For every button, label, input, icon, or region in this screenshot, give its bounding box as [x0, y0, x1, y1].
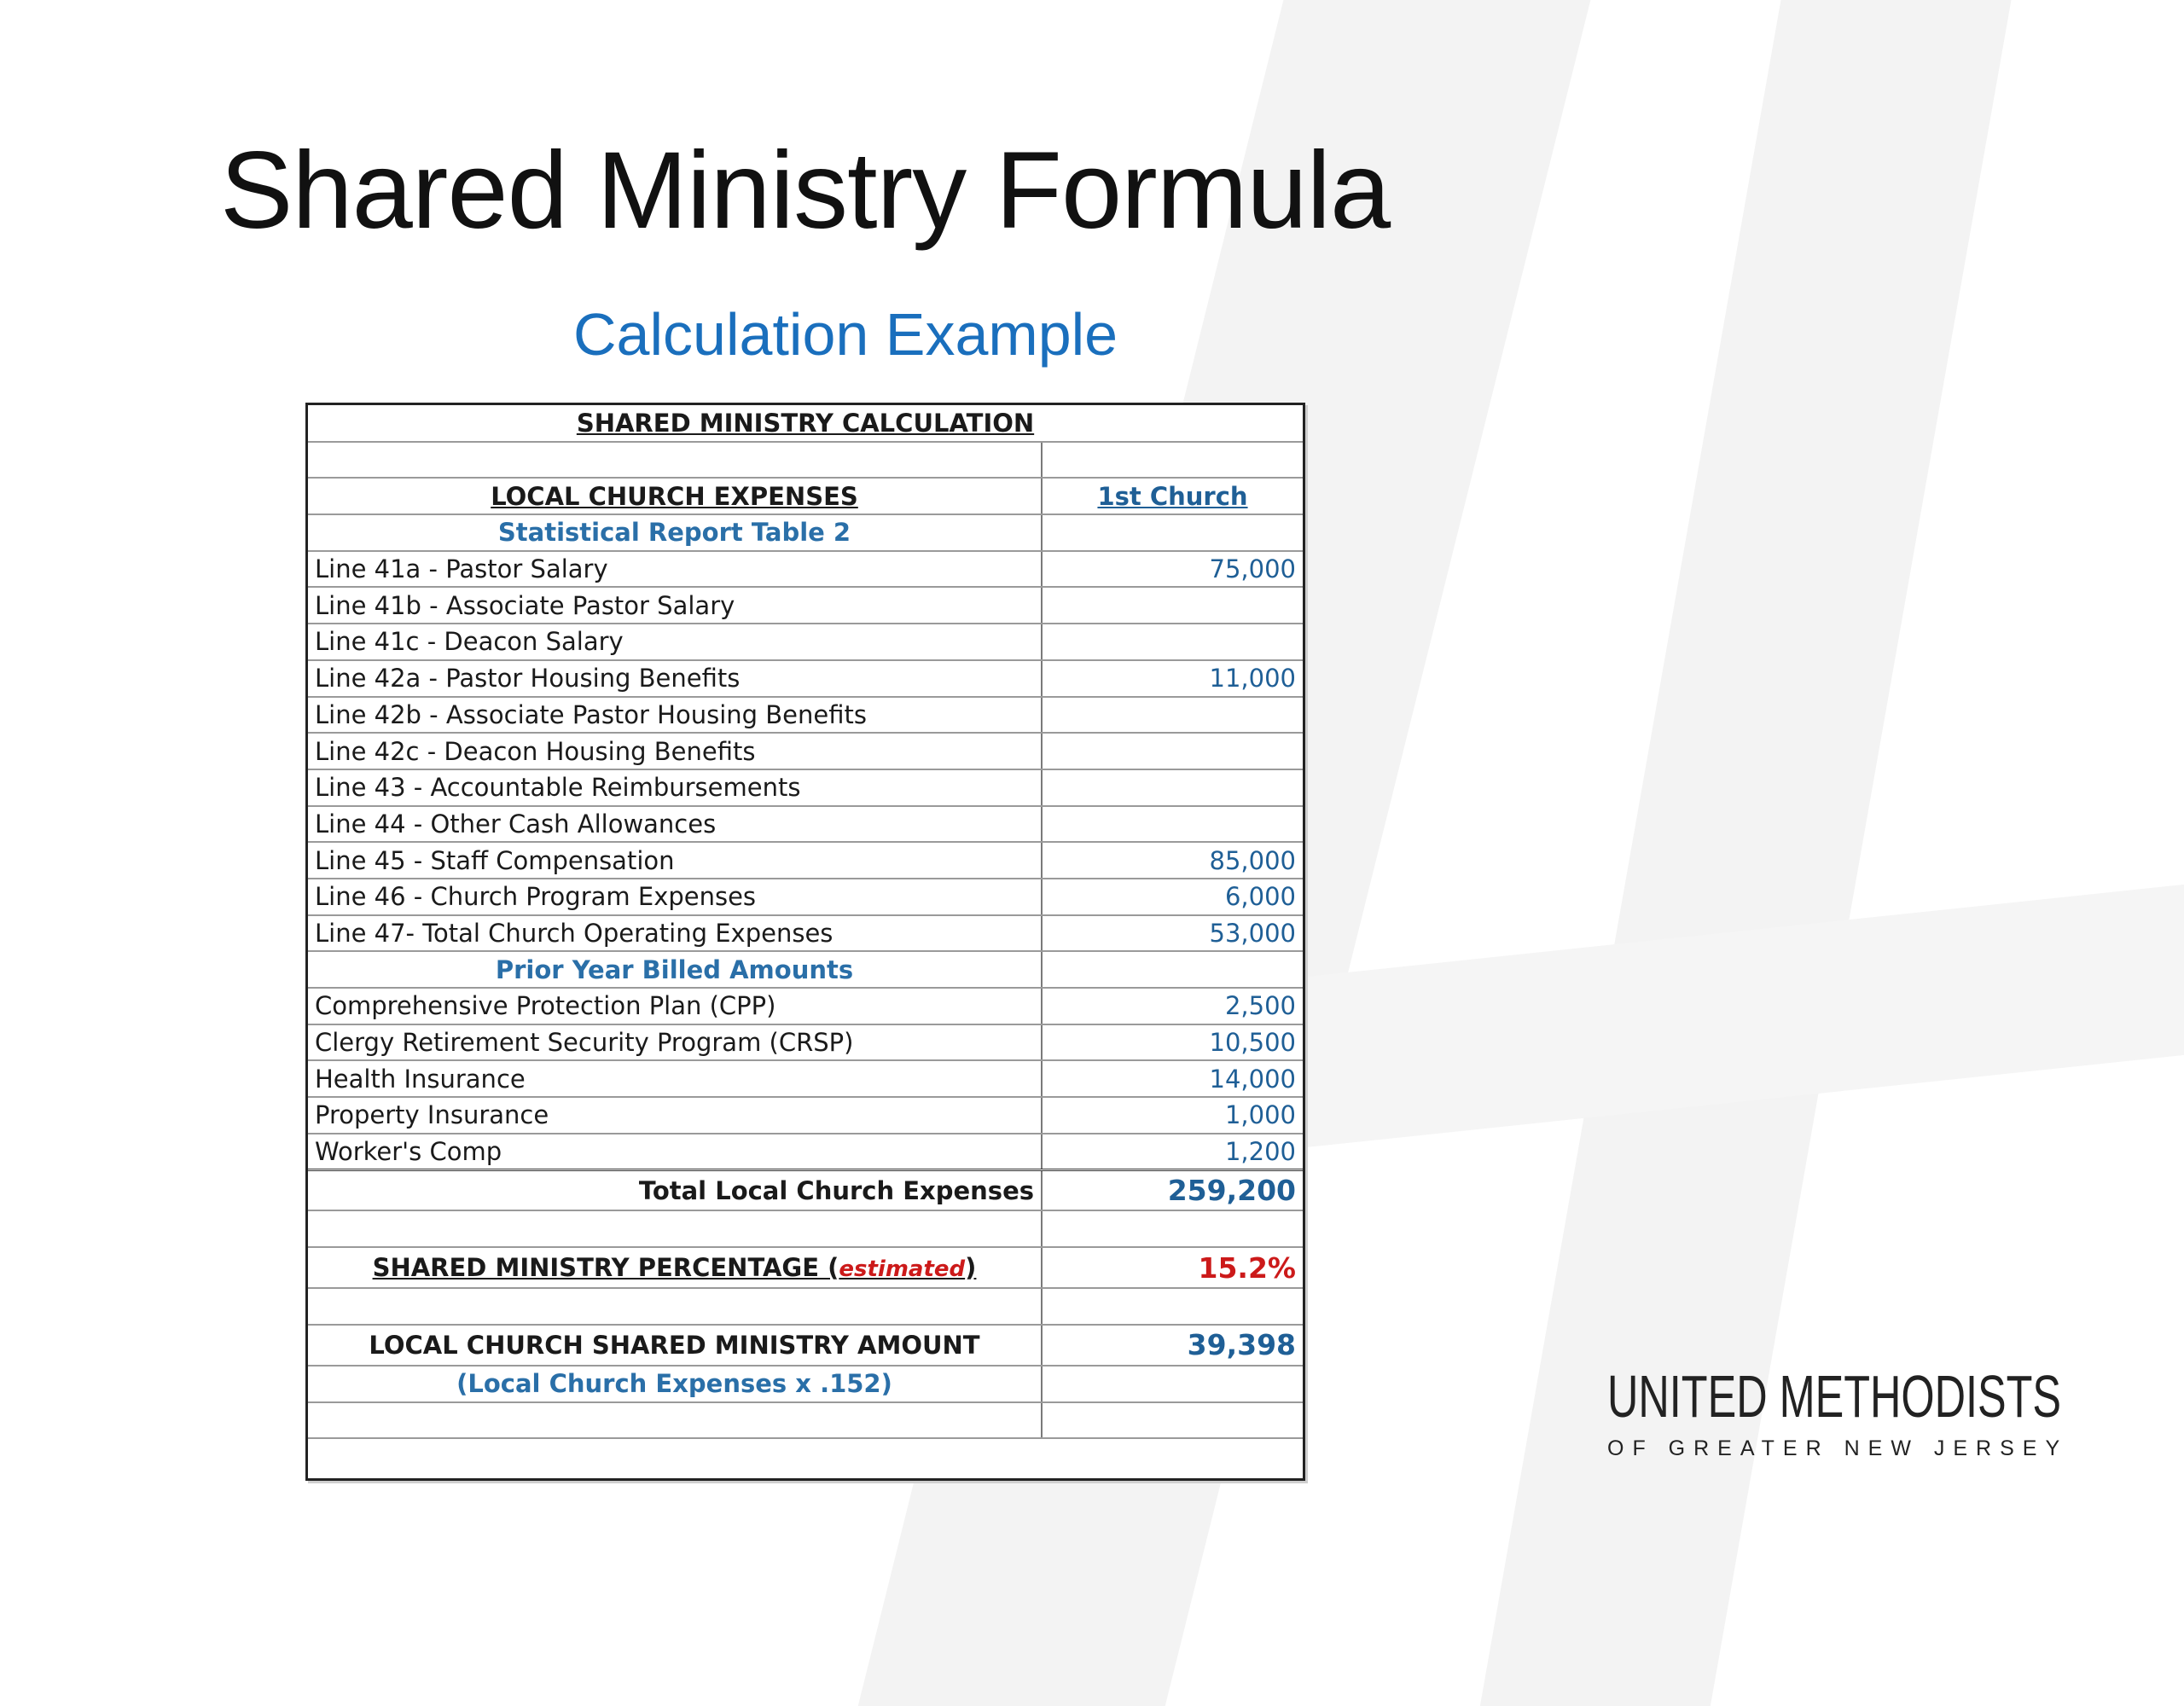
- calculation-sheet: [305, 403, 1305, 1481]
- line-item-row: [308, 624, 1303, 660]
- amount-row: [308, 1325, 1303, 1366]
- sheet-heading-row: [308, 405, 1303, 442]
- line-item-value: 10,500: [1042, 1024, 1303, 1061]
- blank-row: [308, 442, 1303, 479]
- line-item-label: Line 41b - Associate Pastor Salary: [308, 587, 1042, 624]
- line-item-label: Line 41c - Deacon Salary: [308, 624, 1042, 660]
- line-item-label: Line 46 - Church Program Expenses: [308, 879, 1042, 915]
- line-item-value: [1042, 769, 1303, 806]
- blank-row: [308, 1210, 1303, 1247]
- formula-note: (Local Church Expenses x .152): [308, 1366, 1042, 1402]
- slide-subtitle: Calculation Example: [573, 301, 1118, 368]
- blank-row: [308, 1402, 1303, 1439]
- line-item-value: [1042, 806, 1303, 843]
- united-methodists-logo: [1607, 1363, 2069, 1461]
- line-item-value: [1042, 697, 1303, 734]
- line-item-value: 6,000: [1042, 879, 1303, 915]
- line-item-row: [308, 660, 1303, 697]
- amount-value: 39,398: [1042, 1325, 1303, 1366]
- percentage-label-close: ): [965, 1253, 977, 1283]
- line-item-value: 2,500: [1042, 988, 1303, 1024]
- logo-line1: UNITED METHODISTS: [1607, 1363, 2062, 1430]
- line-item-row: [308, 879, 1303, 915]
- line-item-label: Property Insurance: [308, 1097, 1042, 1134]
- line-item-value: [1042, 624, 1303, 660]
- total-row: [308, 1169, 1303, 1210]
- line-item-value: 53,000: [1042, 915, 1303, 952]
- blank-row: [308, 1288, 1303, 1325]
- line-item-label: Worker's Comp: [308, 1134, 1042, 1170]
- line-item-value: 1,000: [1042, 1097, 1303, 1134]
- line-item-row: [308, 587, 1303, 624]
- line-item-value: [1042, 733, 1303, 769]
- percentage-label-text: SHARED MINISTRY PERCENTAGE (: [372, 1253, 839, 1283]
- line-item-label: Health Insurance: [308, 1060, 1042, 1097]
- total-value: 259,200: [1042, 1169, 1303, 1210]
- line-item-label: Line 44 - Other Cash Allowances: [308, 806, 1042, 843]
- line-item-value: 11,000: [1042, 660, 1303, 697]
- line-item-label: Comprehensive Protection Plan (CPP): [308, 988, 1042, 1024]
- line-item-row: [308, 806, 1303, 843]
- line-item-row: [308, 1024, 1303, 1061]
- line-item-row: [308, 842, 1303, 879]
- line-item-label: Line 47- Total Church Operating Expenses: [308, 915, 1042, 952]
- line-item-value: [1042, 587, 1303, 624]
- section-statistical-report: Statistical Report Table 2: [308, 514, 1042, 551]
- column-header-row: [308, 478, 1303, 514]
- calculation-table: [308, 405, 1303, 1439]
- line-item-row: [308, 1134, 1303, 1170]
- line-item-value: 85,000: [1042, 842, 1303, 879]
- logo-line2: OF GREATER NEW JERSEY: [1607, 1436, 2069, 1460]
- line-item-row: [308, 915, 1303, 952]
- line-item-row: [308, 769, 1303, 806]
- line-item-row: [308, 1060, 1303, 1097]
- section-prior-year: Prior Year Billed Amounts: [308, 951, 1042, 988]
- column-header-church: 1st Church: [1042, 478, 1303, 514]
- line-item-label: Line 42a - Pastor Housing Benefits: [308, 660, 1042, 697]
- line-item-label: Line 42b - Associate Pastor Housing Benefits: [308, 697, 1042, 734]
- percentage-label: [308, 1247, 1042, 1288]
- column-header-expenses: LOCAL CHURCH EXPENSES: [308, 478, 1042, 514]
- sheet-heading: SHARED MINISTRY CALCULATION: [308, 405, 1303, 442]
- line-item-row: [308, 1097, 1303, 1134]
- section-header-row: [308, 514, 1303, 551]
- line-item-row: [308, 551, 1303, 588]
- line-item-row: [308, 733, 1303, 769]
- line-item-value: 14,000: [1042, 1060, 1303, 1097]
- line-item-label: Line 42c - Deacon Housing Benefits: [308, 733, 1042, 769]
- line-item-label: Line 43 - Accountable Reimbursements: [308, 769, 1042, 806]
- section-header-row: [308, 951, 1303, 988]
- estimated-note: estimated: [839, 1256, 966, 1283]
- line-item-row: [308, 697, 1303, 734]
- amount-label: LOCAL CHURCH SHARED MINISTRY AMOUNT: [308, 1325, 1042, 1366]
- line-item-label: Line 41a - Pastor Salary: [308, 551, 1042, 588]
- total-label: Total Local Church Expenses: [308, 1169, 1042, 1210]
- line-item-label: Line 45 - Staff Compensation: [308, 842, 1042, 879]
- percentage-value: 15.2%: [1042, 1247, 1303, 1288]
- line-item-value: 75,000: [1042, 551, 1303, 588]
- line-item-row: [308, 988, 1303, 1024]
- percentage-row: [308, 1247, 1303, 1288]
- line-item-label: Clergy Retirement Security Program (CRSP): [308, 1024, 1042, 1061]
- line-item-value: 1,200: [1042, 1134, 1303, 1170]
- slide-title: Shared Ministry Formula: [220, 130, 1391, 252]
- formula-note-row: [308, 1366, 1303, 1402]
